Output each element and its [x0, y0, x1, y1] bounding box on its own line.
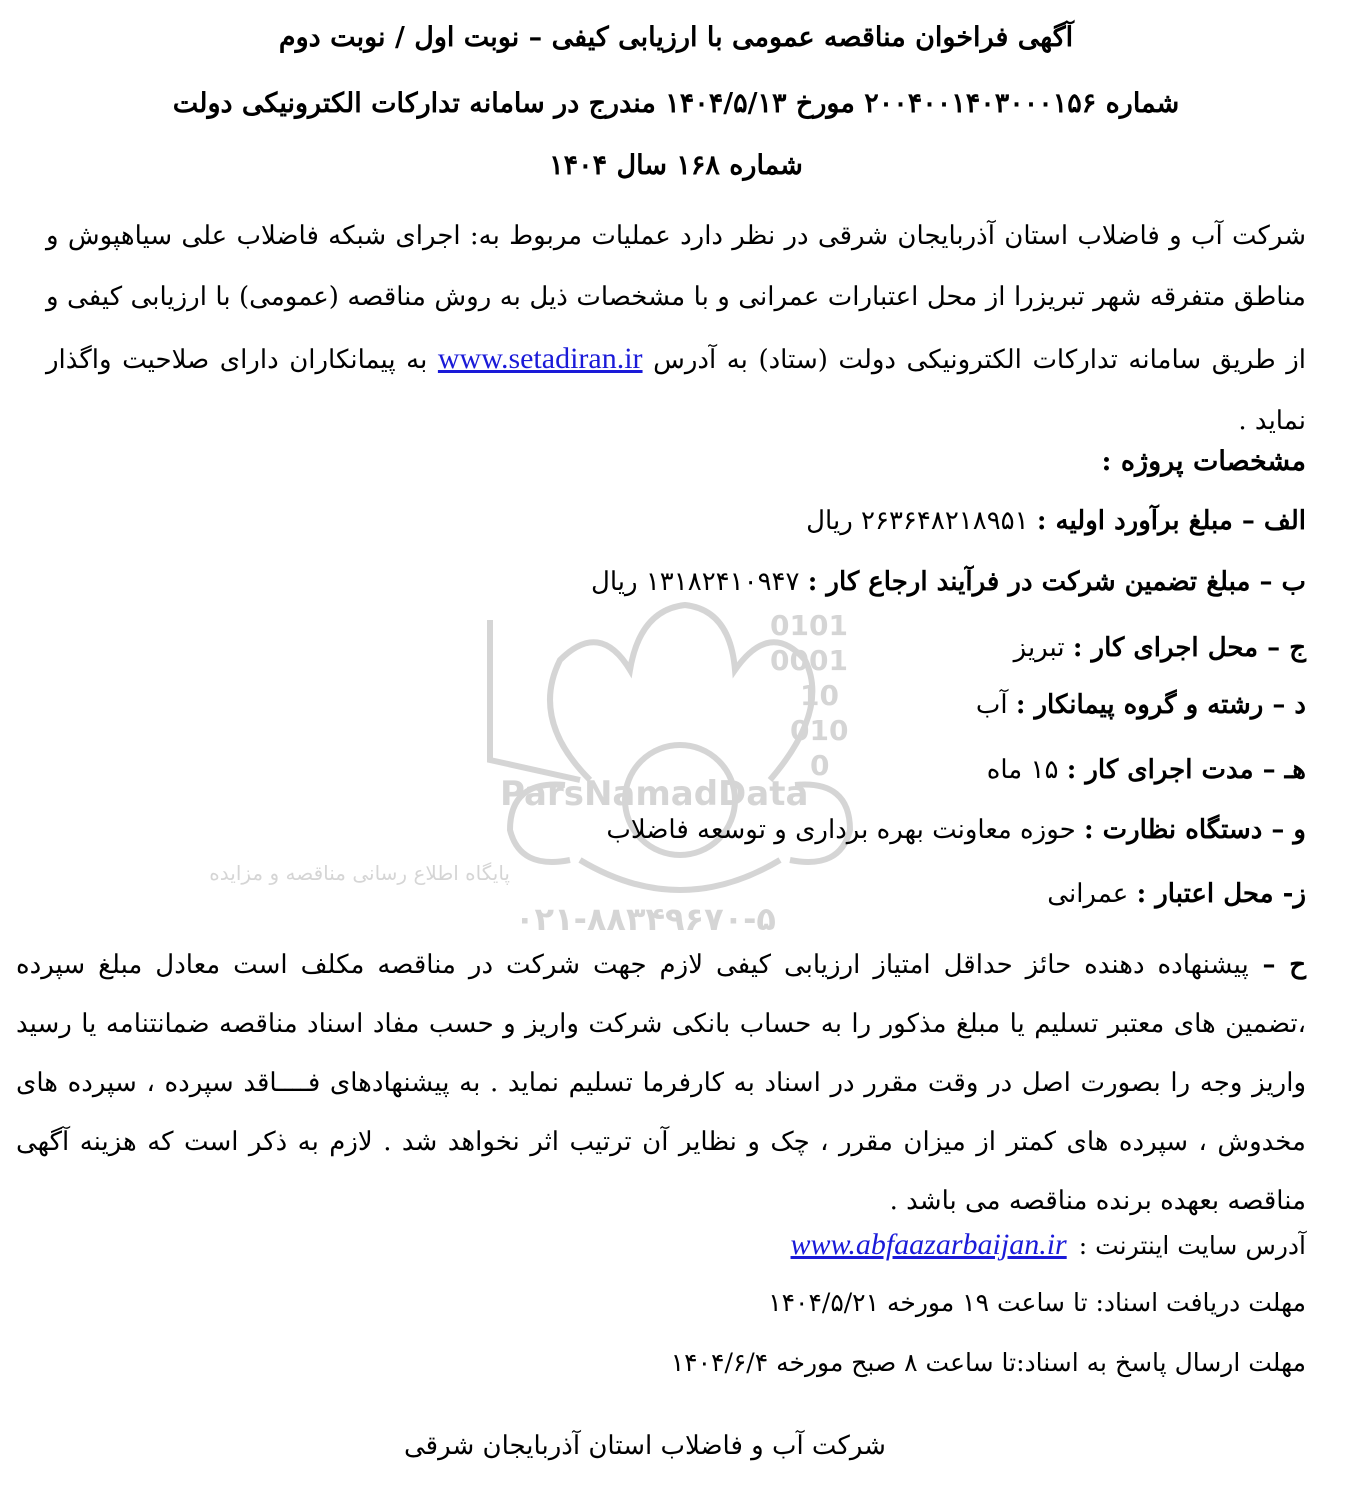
flower-logo-icon [209, 580, 890, 940]
spec-work-location [1014, 633, 1306, 663]
intro-text: شرکت آب و فاضلاب استان آذربایجان شرقی در نظر دارد عملیات مربوط به: اجرای شبکه فاضلاب علی سیاهپوش و مناطق متفرقه شهر تبریزرا از محل اعتبارات عمرانی و با مشخصات ذیل به روش مناقصه (عمومی) با ارزیابی کیفی و از طریق سامانه تدارکات الکترونیکی دولت (ستاد) به آدرس [46, 221, 1306, 375]
spec-value: عمرانی [1047, 879, 1137, 909]
spec-label: هـ – مدت اجرای کار : [1066, 755, 1306, 785]
website-line [791, 1228, 1306, 1262]
spec-label: ج – محل اجرای کار : [1072, 633, 1306, 663]
spec-label: و – دستگاه نظارت : [1084, 815, 1306, 845]
deposit-paragraph-label: ح – [1248, 950, 1306, 980]
watermark-digits-5: 0 [810, 749, 830, 782]
spec-label: ب – مبلغ تضمین شرکت در فرآیند ارجاع کار : [807, 567, 1306, 597]
spec-contractor-group [976, 690, 1306, 720]
watermark-digits-1: 0101 [770, 609, 848, 642]
deposit-paragraph-text: پیشنهاده دهنده حائز حداقل امتیاز ارزیابی کیفی لازم جهت شرکت در مناقصه مکلف است معادل مبلغ سپرده ،تضمین های معتبر تسلیم یا مبلغ مذکور را به حساب بانکی شرکت واریز و حسب مفاد اسناد مناقصه ضمانتنامه یا رسید واریز وجه را بصورت اصل در وقت مقرر در اسناد به کارفرما تسلیم نماید . به پیشنهادهای فــــاقد سپرده ، سپرده های مخدوش ، سپرده های کمتر از میزان مقرر ، چک و نظایر آن ترتیب اثر نخواهد شد . لازم به ذکر است که هزینه آگهی مناقصه بعهده برنده مناقصه می باشد . [16, 950, 1306, 1216]
project-specs-heading: مشخصات پروژه : [1101, 446, 1306, 477]
abfa-website-link[interactable]: www.abfaazarbaijan.ir [790, 1228, 1067, 1261]
notice-issue-line: شماره ۱۶۸ سال ۱۴۰۴ [549, 150, 803, 181]
spec-supervision [606, 815, 1306, 845]
notice-title: آگهی فراخوان مناقصه عمومی با ارزیابی کیفی – نوبت اول / نوبت دوم [278, 22, 1074, 53]
watermark-logo [209, 580, 890, 940]
watermark-phone: ۰۲۱-۸۸۳۴۹۶۷۰-۵ [515, 900, 776, 938]
spec-initial-estimate [806, 506, 1306, 536]
notice-number-line: شماره ۲۰۰۴۰۰۱۴۰۳۰۰۰۱۵۶ مورخ ۱۴۰۴/۵/۱۳ مندرج در سامانه تدارکات الکترونیکی دولت [172, 88, 1180, 119]
spec-credit-source [1047, 879, 1306, 909]
spec-value: ۱۳۱۸۲۴۱۰۹۴۷ ریال [590, 567, 808, 597]
watermark-digits-2: 0001 [770, 644, 848, 677]
issuer-signature: شرکت آب و فاضلاب استان آذربایجان شرقی [404, 1431, 886, 1461]
deposit-paragraph [16, 936, 1306, 1231]
spec-guarantee-amount [591, 567, 1306, 597]
website-label: آدرس سایت اینترنت : [1078, 1231, 1306, 1260]
spec-value: تبریز [1013, 633, 1073, 663]
watermark-tagline: پایگاه اطلاع رسانی مناقصه و مزایده [209, 861, 510, 885]
intro-text-after: به پیمانکاران دارای صلاحیت واگذار نماید . [46, 345, 1306, 436]
spec-value: آب [975, 690, 1016, 720]
spec-label: الف – مبلغ برآورد اولیه : [1036, 506, 1306, 536]
response-submit-deadline: مهلت ارسال پاسخ به اسناد:تا ساعت ۸ صبح مورخه ۱۴۰۴/۶/۴ [670, 1348, 1306, 1377]
spec-value: ۲۶۳۶۴۸۲۱۸۹۵۱ ریال [806, 506, 1037, 536]
intro-paragraph [46, 206, 1306, 452]
watermark-digits-4: 010 [790, 714, 849, 747]
setadiran-link[interactable]: www.setadiran.ir [437, 342, 643, 375]
spec-label: د – رشته و گروه پیمانکار : [1015, 690, 1306, 720]
spec-value: ۱۵ ماه [986, 755, 1067, 785]
spec-duration [987, 755, 1306, 785]
spec-label: ز- محل اعتبار : [1136, 879, 1306, 909]
document-receive-deadline: مهلت دریافت اسناد: تا ساعت ۱۹ مورخه ۱۴۰۴/۵/۲۱ [768, 1288, 1306, 1317]
watermark-brand: ParsNamadData [500, 774, 809, 814]
watermark-digits-3: 10 [800, 679, 839, 712]
spec-value: حوزه معاونت بهره برداری و توسعه فاضلاب [606, 815, 1084, 845]
